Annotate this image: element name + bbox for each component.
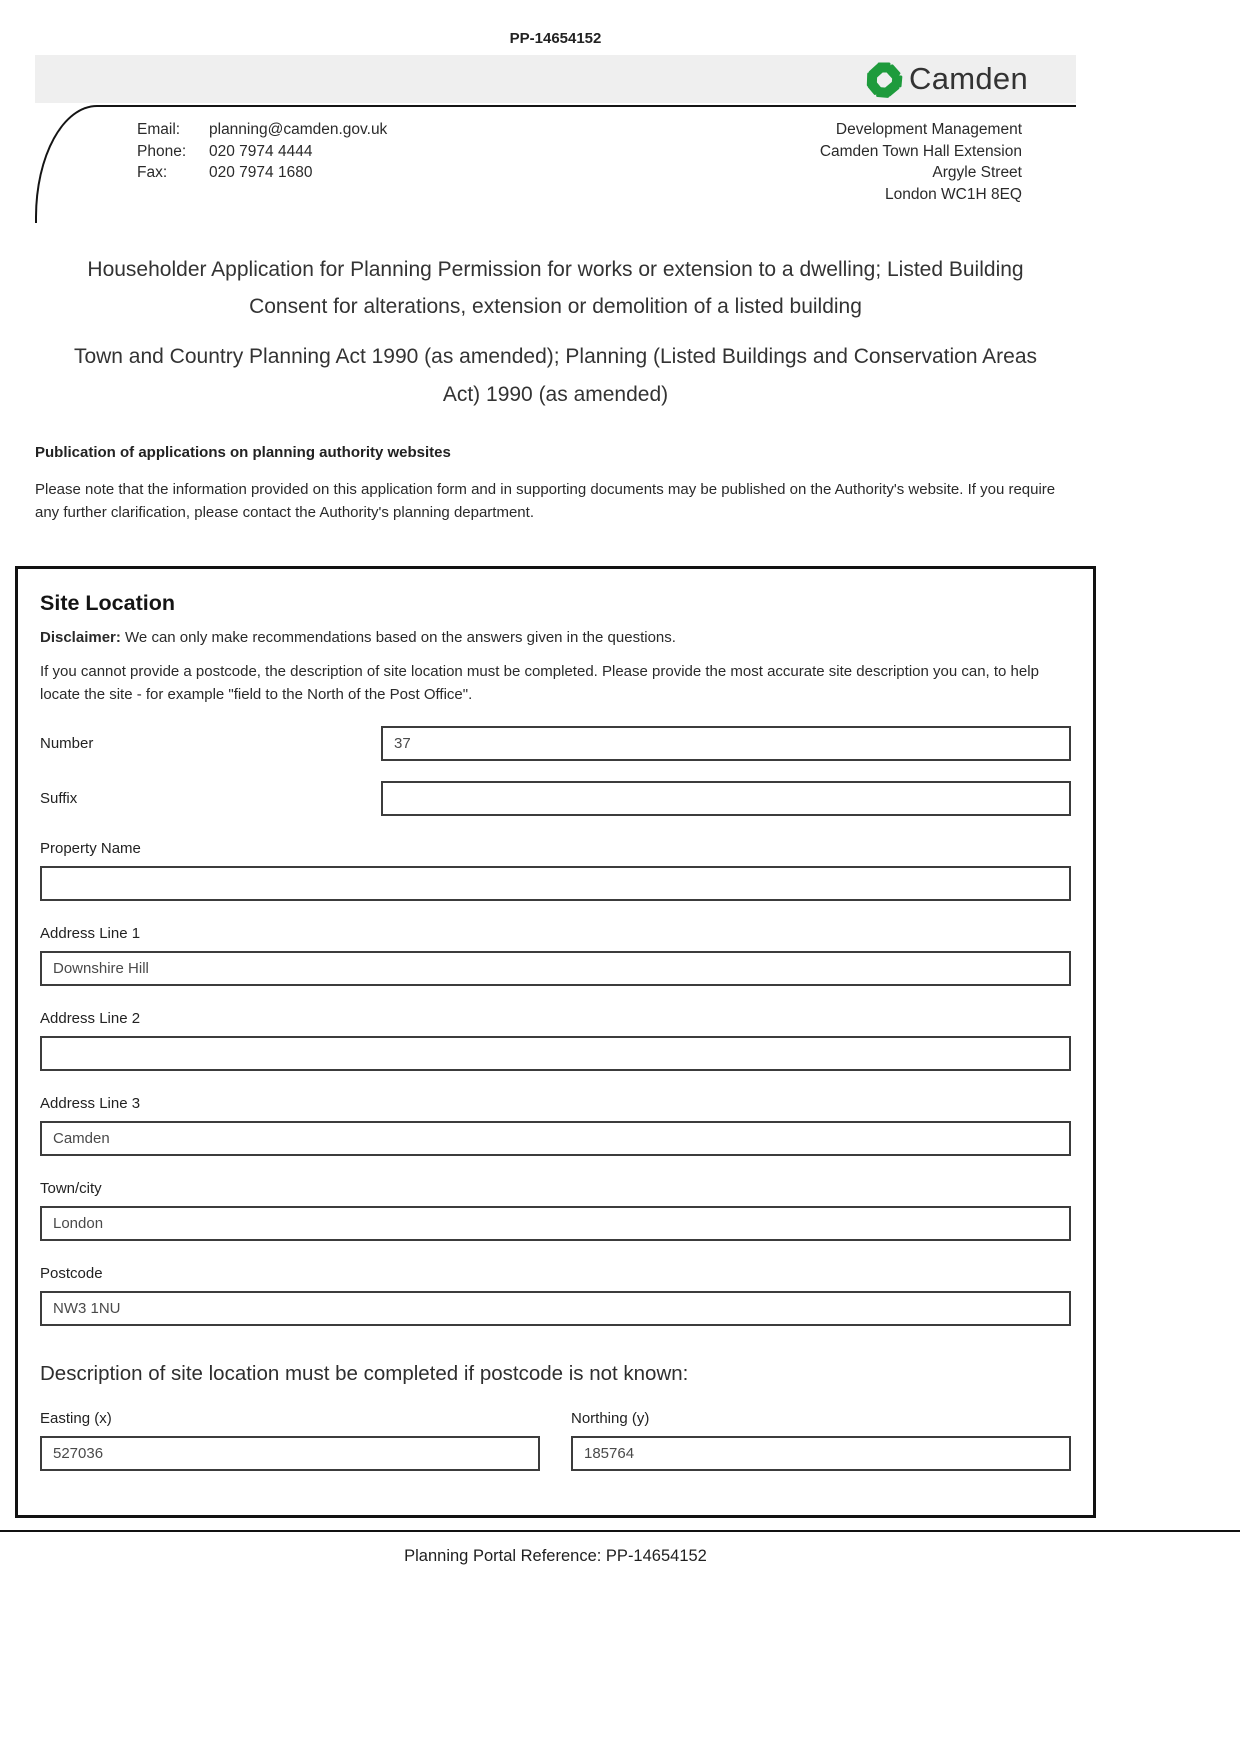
site-location-section	[15, 566, 1096, 1518]
suffix-input[interactable]	[381, 781, 1071, 816]
email-value: planning@camden.gov.uk	[209, 121, 388, 138]
field-property-name	[40, 840, 1071, 901]
field-northing	[571, 1410, 1071, 1471]
field-address-line-3	[40, 1095, 1071, 1156]
address-line-3-label: Address Line 3	[40, 1095, 141, 1112]
form-reference-header: PP-14654152	[509, 30, 602, 47]
contact-details	[137, 119, 387, 223]
disclaimer-label: Disclaimer:	[40, 629, 121, 646]
field-town-city	[40, 1180, 1071, 1241]
phone-label: Phone:	[137, 142, 187, 160]
disclaimer	[40, 629, 1071, 646]
camden-logo	[862, 59, 1028, 99]
address-line-3-input[interactable]	[40, 1121, 1071, 1156]
number-label: Number	[40, 735, 94, 752]
footer-reference: Planning Portal Reference: PP-14654152	[404, 1547, 707, 1565]
address-line: Argyle Street	[932, 164, 1022, 181]
header-band	[35, 55, 1076, 103]
act-title: Town and Country Planning Act 1990 (as amended); Planning (Listed Buildings and Conservation Areas Act) 1990 (as amended)	[73, 345, 1038, 406]
footer-divider	[0, 1530, 1240, 1532]
town-city-label: Town/city	[40, 1180, 102, 1197]
disclaimer-text: We can only make recommendations based on the answers given in the questions.	[125, 629, 676, 646]
address-line-2-label: Address Line 2	[40, 1010, 141, 1027]
publication-body: Please note that the information provided on this application form and in supporting documents may be published on the Authority's website. If you require any further clarification, please contact the Authority's planning department.	[35, 481, 1056, 521]
description-heading: Description of site location must be completed if postcode is not known:	[40, 1362, 689, 1385]
easting-input[interactable]	[40, 1436, 540, 1471]
property-name-label: Property Name	[40, 840, 141, 857]
field-address-line-2	[40, 1010, 1071, 1071]
site-location-heading: Site Location	[40, 591, 175, 615]
address-line-2-input[interactable]	[40, 1036, 1071, 1071]
postcode-label: Postcode	[40, 1265, 103, 1282]
town-city-input[interactable]	[40, 1206, 1071, 1241]
coordinates-row	[40, 1410, 1071, 1471]
address-line-1-input[interactable]	[40, 951, 1071, 986]
content-column	[15, 0, 1096, 1518]
easting-label: Easting (x)	[40, 1410, 112, 1427]
address-line-1-label: Address Line 1	[40, 925, 141, 942]
fax-value: 020 7974 1680	[209, 164, 313, 181]
fax-label: Fax:	[137, 164, 168, 181]
number-input[interactable]	[381, 726, 1071, 761]
camden-logo-text: Camden	[909, 61, 1028, 96]
property-name-input[interactable]	[40, 866, 1071, 901]
field-easting	[40, 1410, 540, 1471]
email-label: Email:	[137, 121, 181, 138]
address-line: Camden Town Hall Extension	[819, 142, 1022, 160]
northing-label: Northing (y)	[571, 1410, 650, 1427]
address-line: Development Management	[835, 121, 1022, 138]
postcode-input[interactable]	[40, 1291, 1071, 1326]
publication-heading: Publication of applications on planning authority websites	[35, 444, 451, 461]
suffix-label: Suffix	[40, 790, 78, 807]
department-address	[820, 119, 1022, 223]
northing-input[interactable]	[571, 1436, 1071, 1471]
field-address-line-1	[40, 925, 1071, 986]
form-title: Householder Application for Planning Permission for works or extension to a dwelling; Listed Building Consent for alterations, extension or demolition of a listed building	[87, 258, 1024, 318]
phone-value: 020 7974 4444	[209, 142, 313, 160]
site-location-intro: If you cannot provide a postcode, the description of site location must be completed. Please provide the most accurate site description you can, to help locate the site - for example "field to the North of the Post Office".	[40, 663, 1039, 703]
field-postcode	[40, 1265, 1071, 1326]
camden-logo-icon	[862, 59, 906, 99]
field-row-number	[40, 726, 1071, 761]
address-line: London WC1H 8EQ	[885, 185, 1022, 203]
header-contact-panel	[35, 105, 1076, 223]
field-row-suffix	[40, 781, 1071, 816]
